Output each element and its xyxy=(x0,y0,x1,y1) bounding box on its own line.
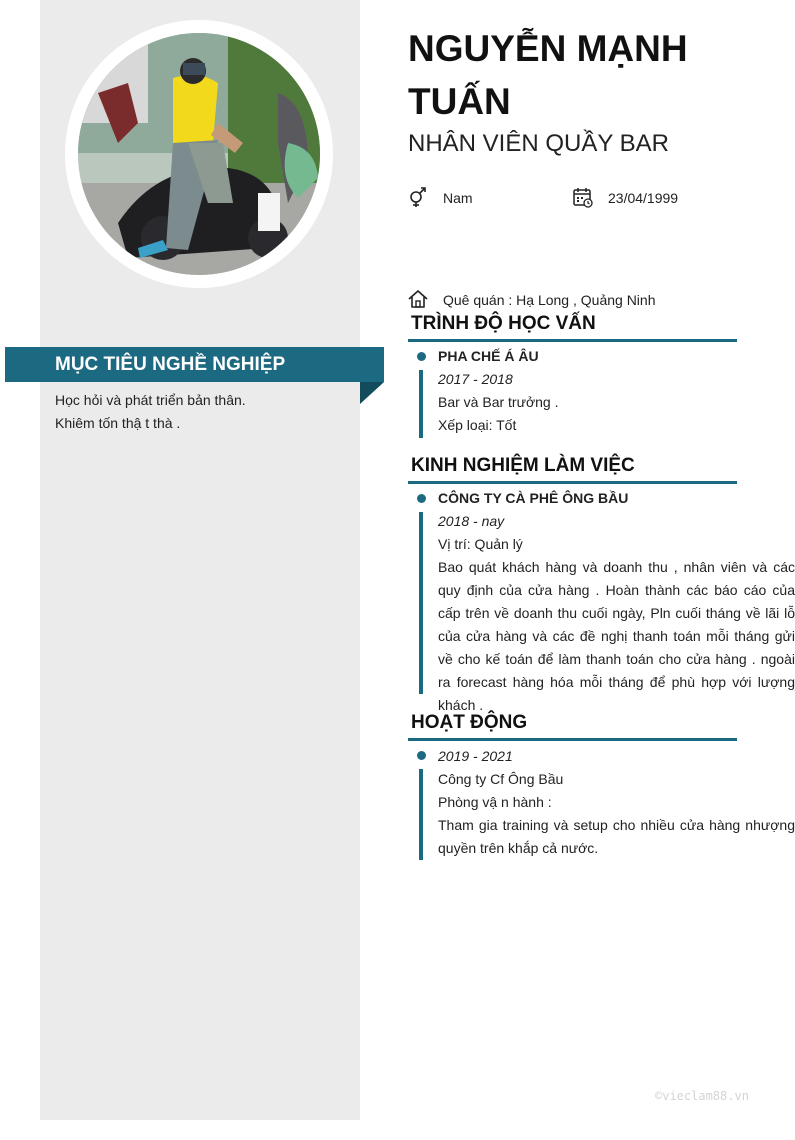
education-item-title: PHA CHẾ Á ÂU xyxy=(438,348,539,364)
education-item xyxy=(438,345,795,437)
activities-underline xyxy=(408,738,737,741)
timeline-bar xyxy=(419,370,423,438)
hometown-value: Quê quán : Hạ Long , Quảng Ninh xyxy=(443,292,656,308)
timeline-dot xyxy=(417,494,426,503)
activities-title: HOẠT ĐỘNG xyxy=(411,712,528,733)
objective-line: Học hỏi và phát triển bản thân. xyxy=(55,392,246,408)
activity-item-role: Phòng vậ n hành : xyxy=(438,794,552,810)
timeline-dot xyxy=(417,751,426,760)
experience-item-description: Bao quát khách hàng và doanh thu , nhân viên và các quy định của cửa hàng . Hoàn thành các báo cáo của cấp trên về doanh thu cuối ngày, Pln cuối tháng về lãi lỗ của cửa hàng và các đề nghị thanh toán mỗi tháng gửi về cho kế toán để làm thanh toán cho cửa hàng . ngoài ra forecast hàng hóa mỗi tháng để phù hợp với lượng khách . xyxy=(438,559,795,713)
education-title: TRÌNH ĐỘ HỌC VẤN xyxy=(411,313,596,334)
experience-item xyxy=(438,487,795,717)
education-underline xyxy=(408,339,737,342)
watermark: ©vieclam88.vn xyxy=(655,1089,749,1103)
birthday-value: 23/04/1999 xyxy=(608,190,679,206)
objective-banner-fold xyxy=(360,382,384,404)
timeline-bar xyxy=(419,769,423,860)
calendar-icon xyxy=(572,186,594,208)
activity-item-org: Công ty Cf Ông Bầu xyxy=(438,771,564,787)
avatar xyxy=(78,33,320,275)
objective-line: Khiêm tốn thậ t thà . xyxy=(55,415,181,431)
education-item-time: 2017 - 2018 xyxy=(438,371,513,387)
education-item-line: Bar và Bar trưởng . xyxy=(438,394,559,410)
experience-underline xyxy=(408,481,737,484)
activity-item xyxy=(438,745,795,860)
experience-item-title: CÔNG TY CÀ PHÊ ÔNG BẦU xyxy=(438,490,629,506)
gender-value: Nam xyxy=(443,190,473,206)
gender-icon xyxy=(407,186,429,208)
experience-item-time: 2018 - nay xyxy=(438,513,505,529)
experience-title: KINH NGHIỆM LÀM VIỆC xyxy=(411,455,635,476)
home-icon xyxy=(407,288,429,310)
timeline-bar xyxy=(419,512,423,694)
activity-item-time: 2019 - 2021 xyxy=(438,748,513,764)
timeline-dot xyxy=(417,352,426,361)
experience-item-role: Vị trí: Quản lý xyxy=(438,536,523,552)
objective-text xyxy=(55,389,355,435)
candidate-name: NGUYỄN MẠNH TUẤN xyxy=(408,28,688,122)
education-item-line: Xếp loại: Tốt xyxy=(438,417,517,433)
activity-item-description: Tham gia training và setup cho nhiều cửa hàng nhượng quyền trên khắp cả nước. xyxy=(438,817,795,856)
candidate-position: NHÂN VIÊN QUẦY BAR xyxy=(408,130,669,157)
objective-title: MỤC TIÊU NGHỀ NGHIỆP xyxy=(55,354,286,375)
